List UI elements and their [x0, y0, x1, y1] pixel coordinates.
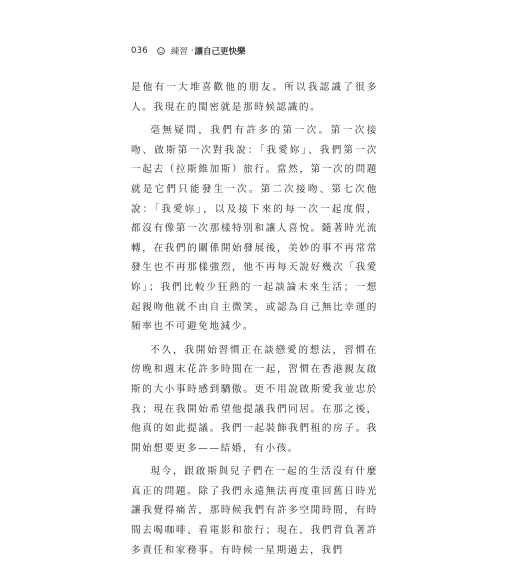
paragraph: 現今，跟啟斯與兒子們在一起的生活沒有什麼真正的問題。除了我們永遠無法再度重回舊日時光讓我覺得痛苦，那時候我們有許多空閒時間，有時間去喝咖啡、看電影和旅行；現在，我們背負著許多責任和家務事。有時候一星期過去，我們 — [131, 466, 378, 556]
paragraph: 毫無疑問，我們有許多的第一次。第一次接吻、啟斯第一次對我說：「我愛妳」、我們第一次一起去（拉斯維加斯）旅行。當然，第一次的問題就是它們只能發生一次。第二次接吻、第七次他說：「我愛妳」，以及接下來的每一次一起度假，都沒有像第一次那樣特別和讓人喜悅。隨著時光流轉，在我們的關係開始發展後，美妙的事不再常常發生也不再那樣強烈，他不再每天說好幾次「我愛妳」；我們比較少狂熱的一起談論未來生活；一想起親吻他就不由自主微笑，或認為自己無比幸運的頻率也不可避免地減少。 — [131, 125, 378, 333]
header-separator: · — [190, 46, 194, 56]
smiley-face-icon — [157, 47, 165, 55]
chapter-title: 讓自己更快樂 — [194, 47, 246, 57]
page-header — [131, 44, 246, 58]
paragraph: 是他有一大堆喜歡他的朋友。所以我認識了很多人。我現在的閨密就是那時候認識的。 — [131, 82, 378, 113]
section-label: 練習 — [170, 47, 188, 57]
page-number: 036 — [131, 46, 148, 56]
body-text — [131, 78, 378, 564]
paragraph: 不久，我開始習慣正在談戀愛的想法，習慣在傍晚和週末花許多時間在一起，習慣在香港親友啟斯的大小事時感到驕傲。更不用說啟斯愛我並忠於我；現在我開始希望他提議我們同居。在那之後，他真的如此提議。我們一起裝飾我們租的房子。我開始想要更多——結婚，有小孩。 — [131, 344, 378, 454]
